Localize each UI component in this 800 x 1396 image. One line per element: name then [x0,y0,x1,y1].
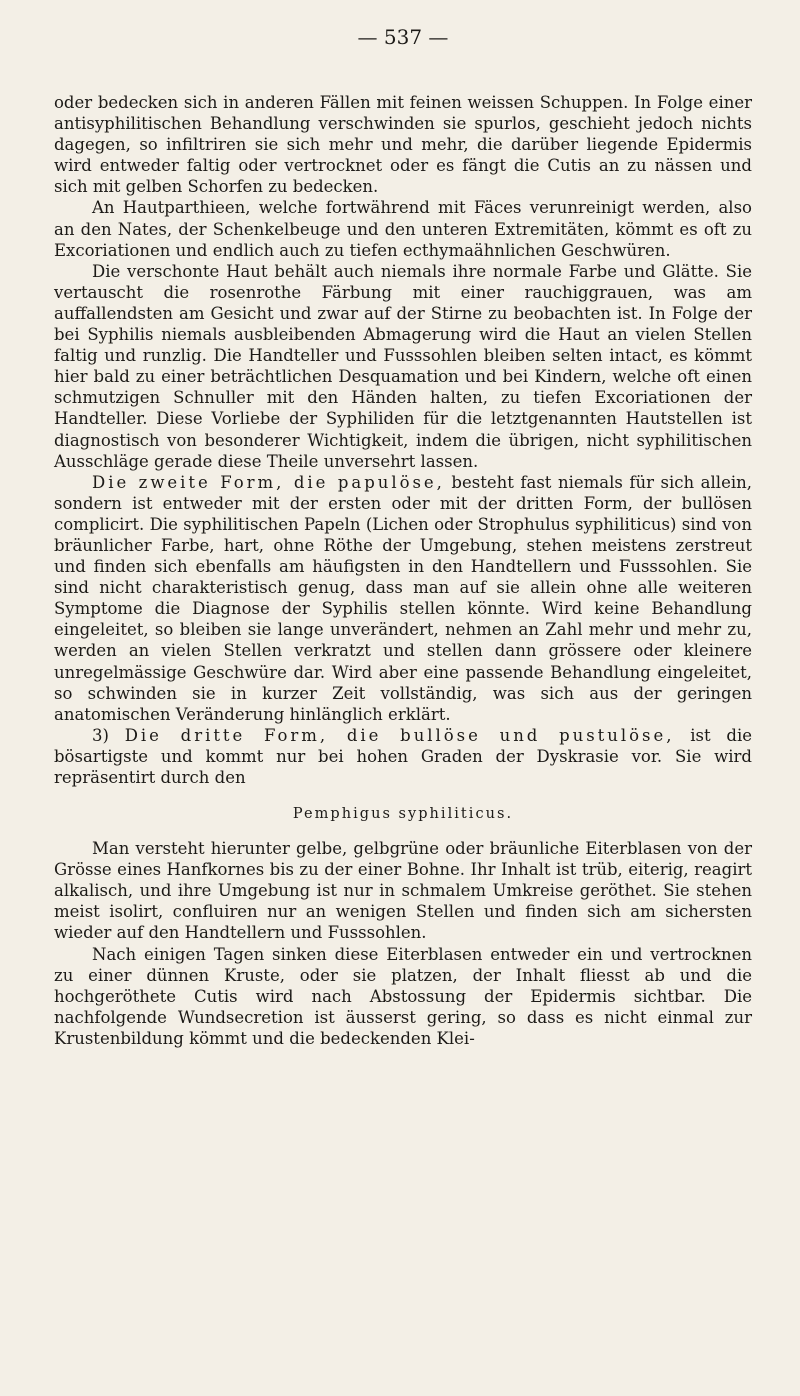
paragraph-continuation: oder bedecken sich in anderen Fällen mit feinen weissen Schuppen. In Folge einer antisyphilitischen Behandlung verschwinden sie spurlos, geschieht jedoch nichts dagegen, so infiltriren sie sich mehr und mehr, die darüber liegende Epidermis wird entweder faltig oder vertrocknet oder es fängt die Cutis an zu nässen und sich mit gelben Schorfen zu bedecken. [54,93,752,197]
paragraph-skin-colour: Die verschonte Haut behält auch niemals ihre normale Farbe und Glätte. Sie vertauscht die rosenrothe Färbung mit einer rauchiggrauen, was am auffallendsten am Gesicht und zwar auf der Stirne zu beobachten ist. In Folge der bei Syphilis niemals ausbleibenden Abmagerung wird die Haut an vielen Stellen faltig und runzlig. Die Handteller und Fusssohlen bleiben selten intact, es kömmt hier bald zu einer beträchtlichen Desquamation und bei Kindern, welche oft einen schmutzigen Schnuller mit den Händen halten, zu tiefen Excoriationen der Handteller. Diese Vorliebe der Syphiliden für die letztgenannten Hautstellen ist diagnostisch von besonderer Wichtigkeit, indem die übrigen, nicht syphilitischen Ausschläge gerade diese Theile unversehrt lassen. [54,261,752,471]
bullous-form-number: 3) [92,725,125,745]
papular-form-text: besteht fast niemals für sich allein, sondern ist entweder mit der ersten oder mit der dritten Form, der bullösen complicirt. Die syphilitischen Papeln (Lichen oder Strophulus syphiliticus) sind von bräunlicher Farbe, hart, ohne Röthe der Umgebung, stehen meistens zerstreut und finden sich ebenfalls am häufigsten in den Handtellern und Fusssohlen. Sie sind nicht charakteristisch genug, dass man auf sie allein ohne alle weiteren Symptome die Diagnose der Syphilis stellen könnte. Wird keine Behandlung eingeleitet, so bleiben sie lange unverändert, nehmen an Zahl mehr und mehr zu, werden an vielen Stellen verkratzt und stellen dann grössere oder kleinere unregelmässige Geschwüre dar. Wird aber eine passende Behandlung eingeleitet, so schwinden sie in kurzer Zeit vollständig, was sich aus der geringen anatomischen Veränderung hinlänglich erklärt. [54,472,752,724]
section-heading: Pemphigus syphiliticus. [292,806,514,823]
body-text [54,92,752,1049]
papular-form-lead: Die zweite Form, die papulöse, [92,472,445,492]
paragraph-pemphigus-description: Man versteht hierunter gelbe, gelbgrüne oder bräunliche Eiterblasen von der Grösse eines Hanfkornes bis zu der einer Bohne. Ihr Inhalt ist trüb, eiterig, reagirt alkalisch, und ihre Umgebung ist nur in schmalem Umkreise geröthet. Sie stehen meist isolirt, confluiren nur an wenigen Stellen und finden sich am sichersten wieder auf den Handtellern und Fusssohlen. [54,839,752,943]
paragraph-excoriations: An Hautparthieen, welche fortwährend mit Fäces verunreinigt werden, also an den Nates, der Schenkelbeuge und den unteren Extremitäten, kömmt es oft zu Excoriationen und endlich auch zu tiefen ecthymaähnlichen Geschwüren. [54,198,752,260]
paragraph-pemphigus-course: Nach einigen Tagen sinken diese Eiterblasen entweder ein und vertrocknen zu einer dünnen Kruste, oder sie platzen, der Inhalt fliesst ab und die hochgeröthete Cutis wird nach Abstossung der Epidermis sichtbar. Die nachfolgende Wundsecretion ist äusserst gering, so dass es nicht einmal zur Krustenbildung kömmt und die bedeckenden Klei- [54,944,752,1048]
page-number: — 537 — [357,25,449,49]
bullous-form-lead: Die dritte Form, die bullöse und pustulöse, [124,725,675,745]
paragraph-bullous-form [54,725,752,788]
bullous-form-text: ist die bösartigste und kommt nur bei hohen Graden der Dyskrasie vor. Sie wird repräsentirt durch den [54,725,752,787]
paragraph-papular-form [54,472,752,725]
